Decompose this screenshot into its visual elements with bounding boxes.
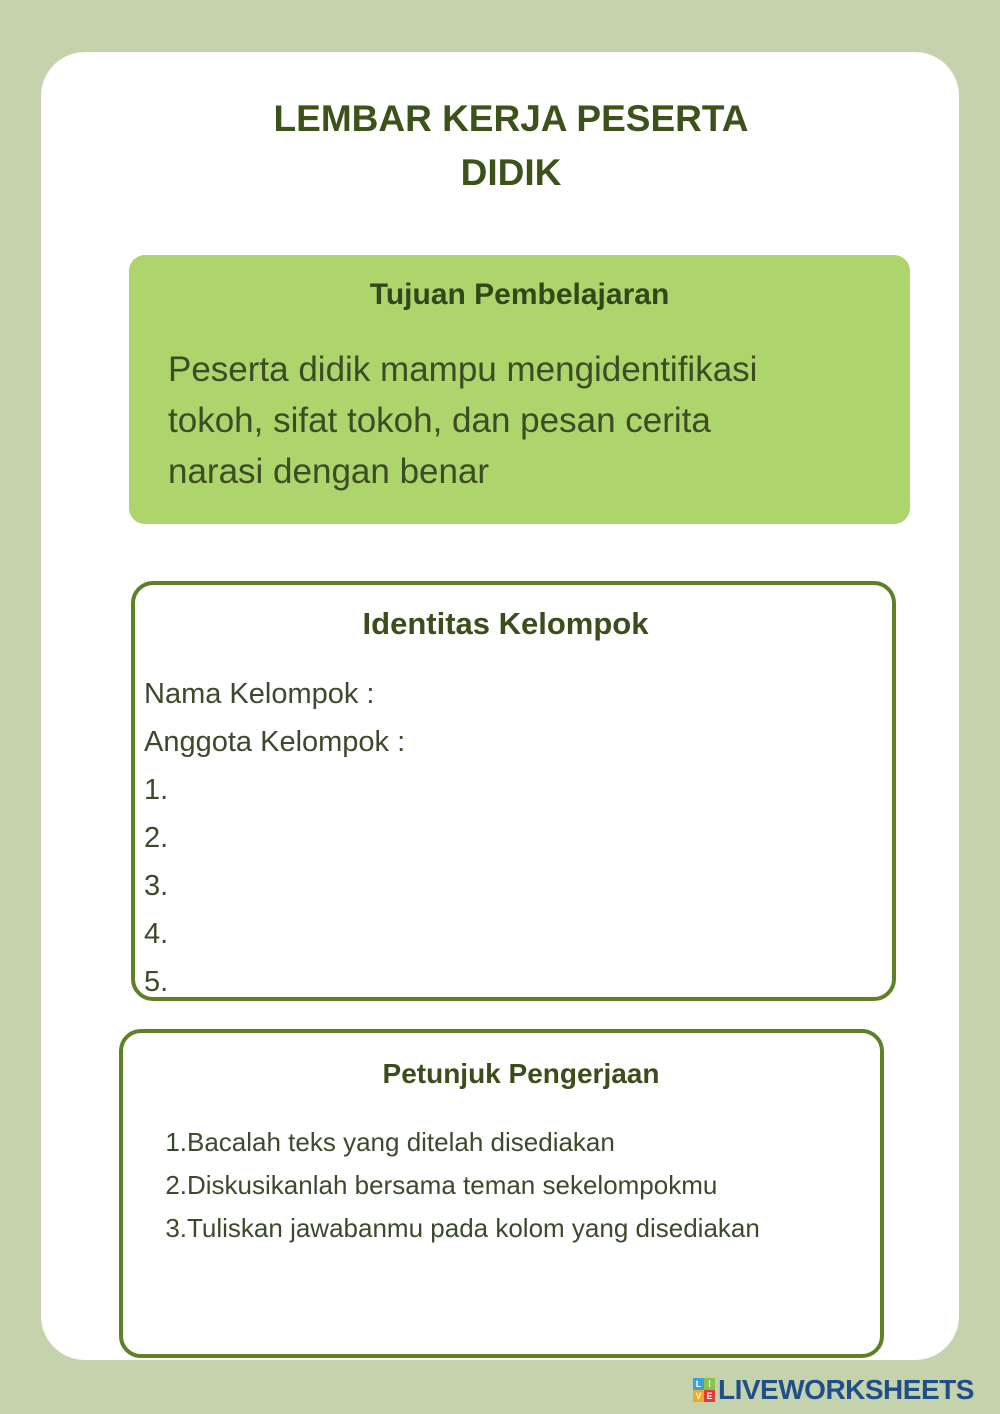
instruction-text: Bacalah teks yang ditelah disediakan (187, 1127, 615, 1157)
watermark-text: LIVEWORKSHEETS (718, 1374, 974, 1405)
liveworksheets-logo-icon (693, 1378, 715, 1402)
instructions-list (158, 1121, 873, 1250)
member-number: 3. (144, 870, 169, 902)
instruction-text: Diskusikanlah bersama teman sekelompokmu (187, 1170, 718, 1200)
learning-goal-heading: Tujuan Pembelajaran (369, 278, 670, 311)
learning-goal-line: narasi dengan benar (168, 452, 490, 491)
group-members-label: Anggota Kelompok : (144, 726, 406, 758)
group-identity-fields (144, 670, 405, 1006)
member-number: 2. (144, 822, 169, 854)
instructions-box (119, 1029, 884, 1358)
member-number: 1. (144, 774, 169, 806)
learning-goal-text (168, 344, 888, 497)
instruction-text: Tuliskan jawabanmu pada kolom yang disediakan (187, 1213, 760, 1243)
instruction-number: 2. (165, 1170, 187, 1200)
instruction-number: 3. (165, 1213, 187, 1243)
page-title-line-1: LEMBAR KERJA PESERTA (273, 98, 749, 139)
instructions-heading: Petunjuk Pengerjaan (382, 1058, 660, 1089)
group-identity-box (131, 581, 896, 1001)
logo-letter: I (704, 1378, 715, 1390)
logo-letter: L (693, 1378, 704, 1390)
learning-goal-box (129, 255, 910, 524)
member-number: 5. (144, 966, 169, 998)
page-title-line-2: DIDIK (460, 152, 562, 193)
logo-letter: E (704, 1390, 715, 1402)
instruction-number: 1. (165, 1127, 187, 1157)
group-identity-heading: Identitas Kelompok (362, 606, 649, 641)
group-name-label: Nama Kelompok : (144, 678, 375, 710)
learning-goal-line: tokoh, sifat tokoh, dan pesan cerita (168, 401, 711, 440)
liveworksheets-watermark (693, 1374, 974, 1406)
logo-letter: V (693, 1390, 704, 1402)
instruction-item (158, 1164, 873, 1207)
instruction-item (158, 1207, 873, 1250)
page-title (0, 92, 1000, 200)
instruction-item (158, 1121, 873, 1164)
member-number: 4. (144, 918, 169, 950)
learning-goal-line: Peserta didik mampu mengidentifikasi (168, 350, 758, 389)
